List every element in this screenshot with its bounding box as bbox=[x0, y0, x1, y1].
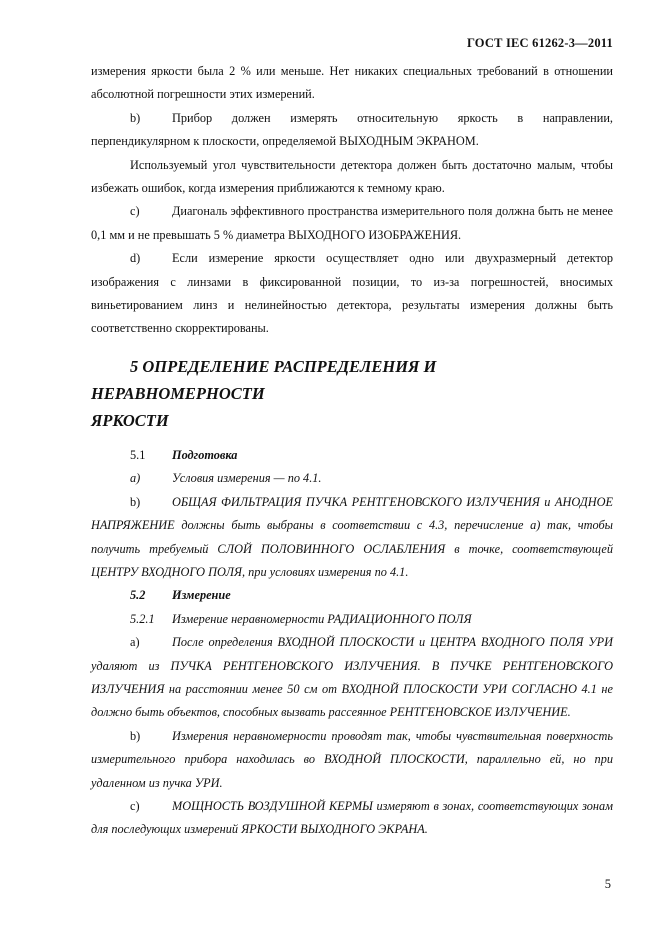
section-5-title bbox=[91, 353, 613, 434]
list-text: Измерения неравномерности проводят так, чтобы чувствительная поверхность измерительного прибора находилась во ВХОДНОЙ ПЛОСКОСТИ, параллельно ей, но при удаленном из пучка УРИ. bbox=[91, 728, 613, 790]
document-body bbox=[91, 60, 613, 842]
section-title-line2: ЯРКОСТИ bbox=[91, 410, 169, 430]
subsection-title: Измерение bbox=[172, 588, 231, 603]
list-label: b) bbox=[130, 728, 141, 743]
page-number: 5 bbox=[604, 877, 611, 891]
subsection-title: Измерение неравномерности РАДИАЦИОННОГО ПОЛЯ bbox=[172, 611, 472, 626]
list-label: c) bbox=[130, 204, 140, 219]
list-item-5-1-a bbox=[91, 467, 613, 490]
list-text: ОБЩАЯ ФИЛЬТРАЦИЯ ПУЧКА РЕНТГЕНОВСКОГО ИЗЛУЧЕНИЯ и АНОДНОЕ НАПРЯЖЕНИЕ должны быть выбраны в соответствии с 4.3, перечисление а) так, чтобы получить требуемый СЛОЙ ПОЛОВИННОГО ОСЛАБЛЕНИЯ в точке, соответствующей ЦЕНТРУ ВХОДНОГО ПОЛЯ, при условиях измерения по 4.1. bbox=[91, 494, 613, 579]
subsection-title: Подготовка bbox=[172, 447, 238, 462]
list-item-5-2-1-c bbox=[91, 795, 613, 842]
subsection-5-1-heading bbox=[91, 444, 613, 467]
list-text: После определения ВХОДНОЙ ПЛОСКОСТИ и ЦЕНТРА ВХОДНОГО ПОЛЯ УРИ удаляют из ПУЧКА РЕНТГЕНОВСКОГО ИЗЛУЧЕНИЯ. В ПУЧКЕ РЕНТГЕНОВСКОГО ИЗЛУЧЕНИЯ на расстоянии менее 50 см от ВХОДНОЙ ПЛОСКОСТИ УРИ СОГЛАСНО 4.1 не должно быть объектов, способных вызвать рассеянное РЕНТГЕНОВСКОЕ ИЗЛУЧЕНИЕ. bbox=[91, 635, 613, 720]
list-label: a) bbox=[130, 471, 141, 486]
list-label: d) bbox=[130, 251, 141, 266]
paragraph-angle: Используемый угол чувствительности детектора должен быть достаточно малым, чтобы избежать ошибок, когда измерения приближаются к темному краю. bbox=[91, 157, 613, 196]
list-item-c bbox=[91, 200, 613, 247]
subsection-number: 5.2 bbox=[130, 588, 146, 603]
list-label: b) bbox=[130, 110, 141, 125]
list-item-5-2-1-a bbox=[91, 631, 613, 725]
paragraph-continuation: измерения яркости была 2 % или меньше. Нет никаких специальных требований в отношении абсолютной погрешности этих измерений. bbox=[91, 64, 613, 102]
subsection-5-2-heading bbox=[91, 584, 613, 607]
list-text: Если измерение яркости осуществляет одно или двухразмерный детектор изображения с линзами в фиксированной позиции, то из-за погрешностей, вносимых виньетированием линз и нелинейностью детектора, результаты измерения должны быть соответственно скорректированы. bbox=[91, 251, 613, 336]
list-item-5-2-1-b bbox=[91, 725, 613, 795]
list-item-b bbox=[91, 107, 613, 154]
list-text: Условия измерения — по 4.1. bbox=[172, 471, 322, 486]
list-item-d bbox=[91, 247, 613, 341]
list-text: МОЩНОСТЬ ВОЗДУШНОЙ КЕРМЫ измеряют в зонах, соответствующих зонам для последующих измерений ЯРКОСТИ ВЫХОДНОГО ЭКРАНА. bbox=[91, 798, 613, 837]
standard-code-header: ГОСТ IEC 61262-3—2011 bbox=[466, 36, 613, 50]
subsection-number: 5.1 bbox=[130, 447, 146, 462]
list-text: Прибор должен измерять относительную яркость в направлении, перпендикулярном к плоскости, определяемой ВЫХОДНЫМ ЭКРАНОМ. bbox=[91, 110, 613, 149]
section-title-line1: 5 ОПРЕДЕЛЕНИЕ РАСПРЕДЕЛЕНИЯ И НЕРАВНОМЕРНОСТИ bbox=[91, 356, 437, 403]
subsection-number: 5.2.1 bbox=[130, 611, 155, 626]
list-item-5-1-b bbox=[91, 491, 613, 585]
list-text: Диагональ эффективного пространства измерительного поля должна быть не менее 0,1 мм и не превышать 5 % диаметра ВЫХОДНОГО ИЗОБРАЖЕНИЯ. bbox=[91, 204, 613, 242]
subsection-5-2-1-heading bbox=[91, 608, 613, 631]
list-label: c) bbox=[130, 798, 140, 813]
list-label: а) bbox=[130, 635, 140, 650]
list-label: b) bbox=[130, 494, 141, 509]
